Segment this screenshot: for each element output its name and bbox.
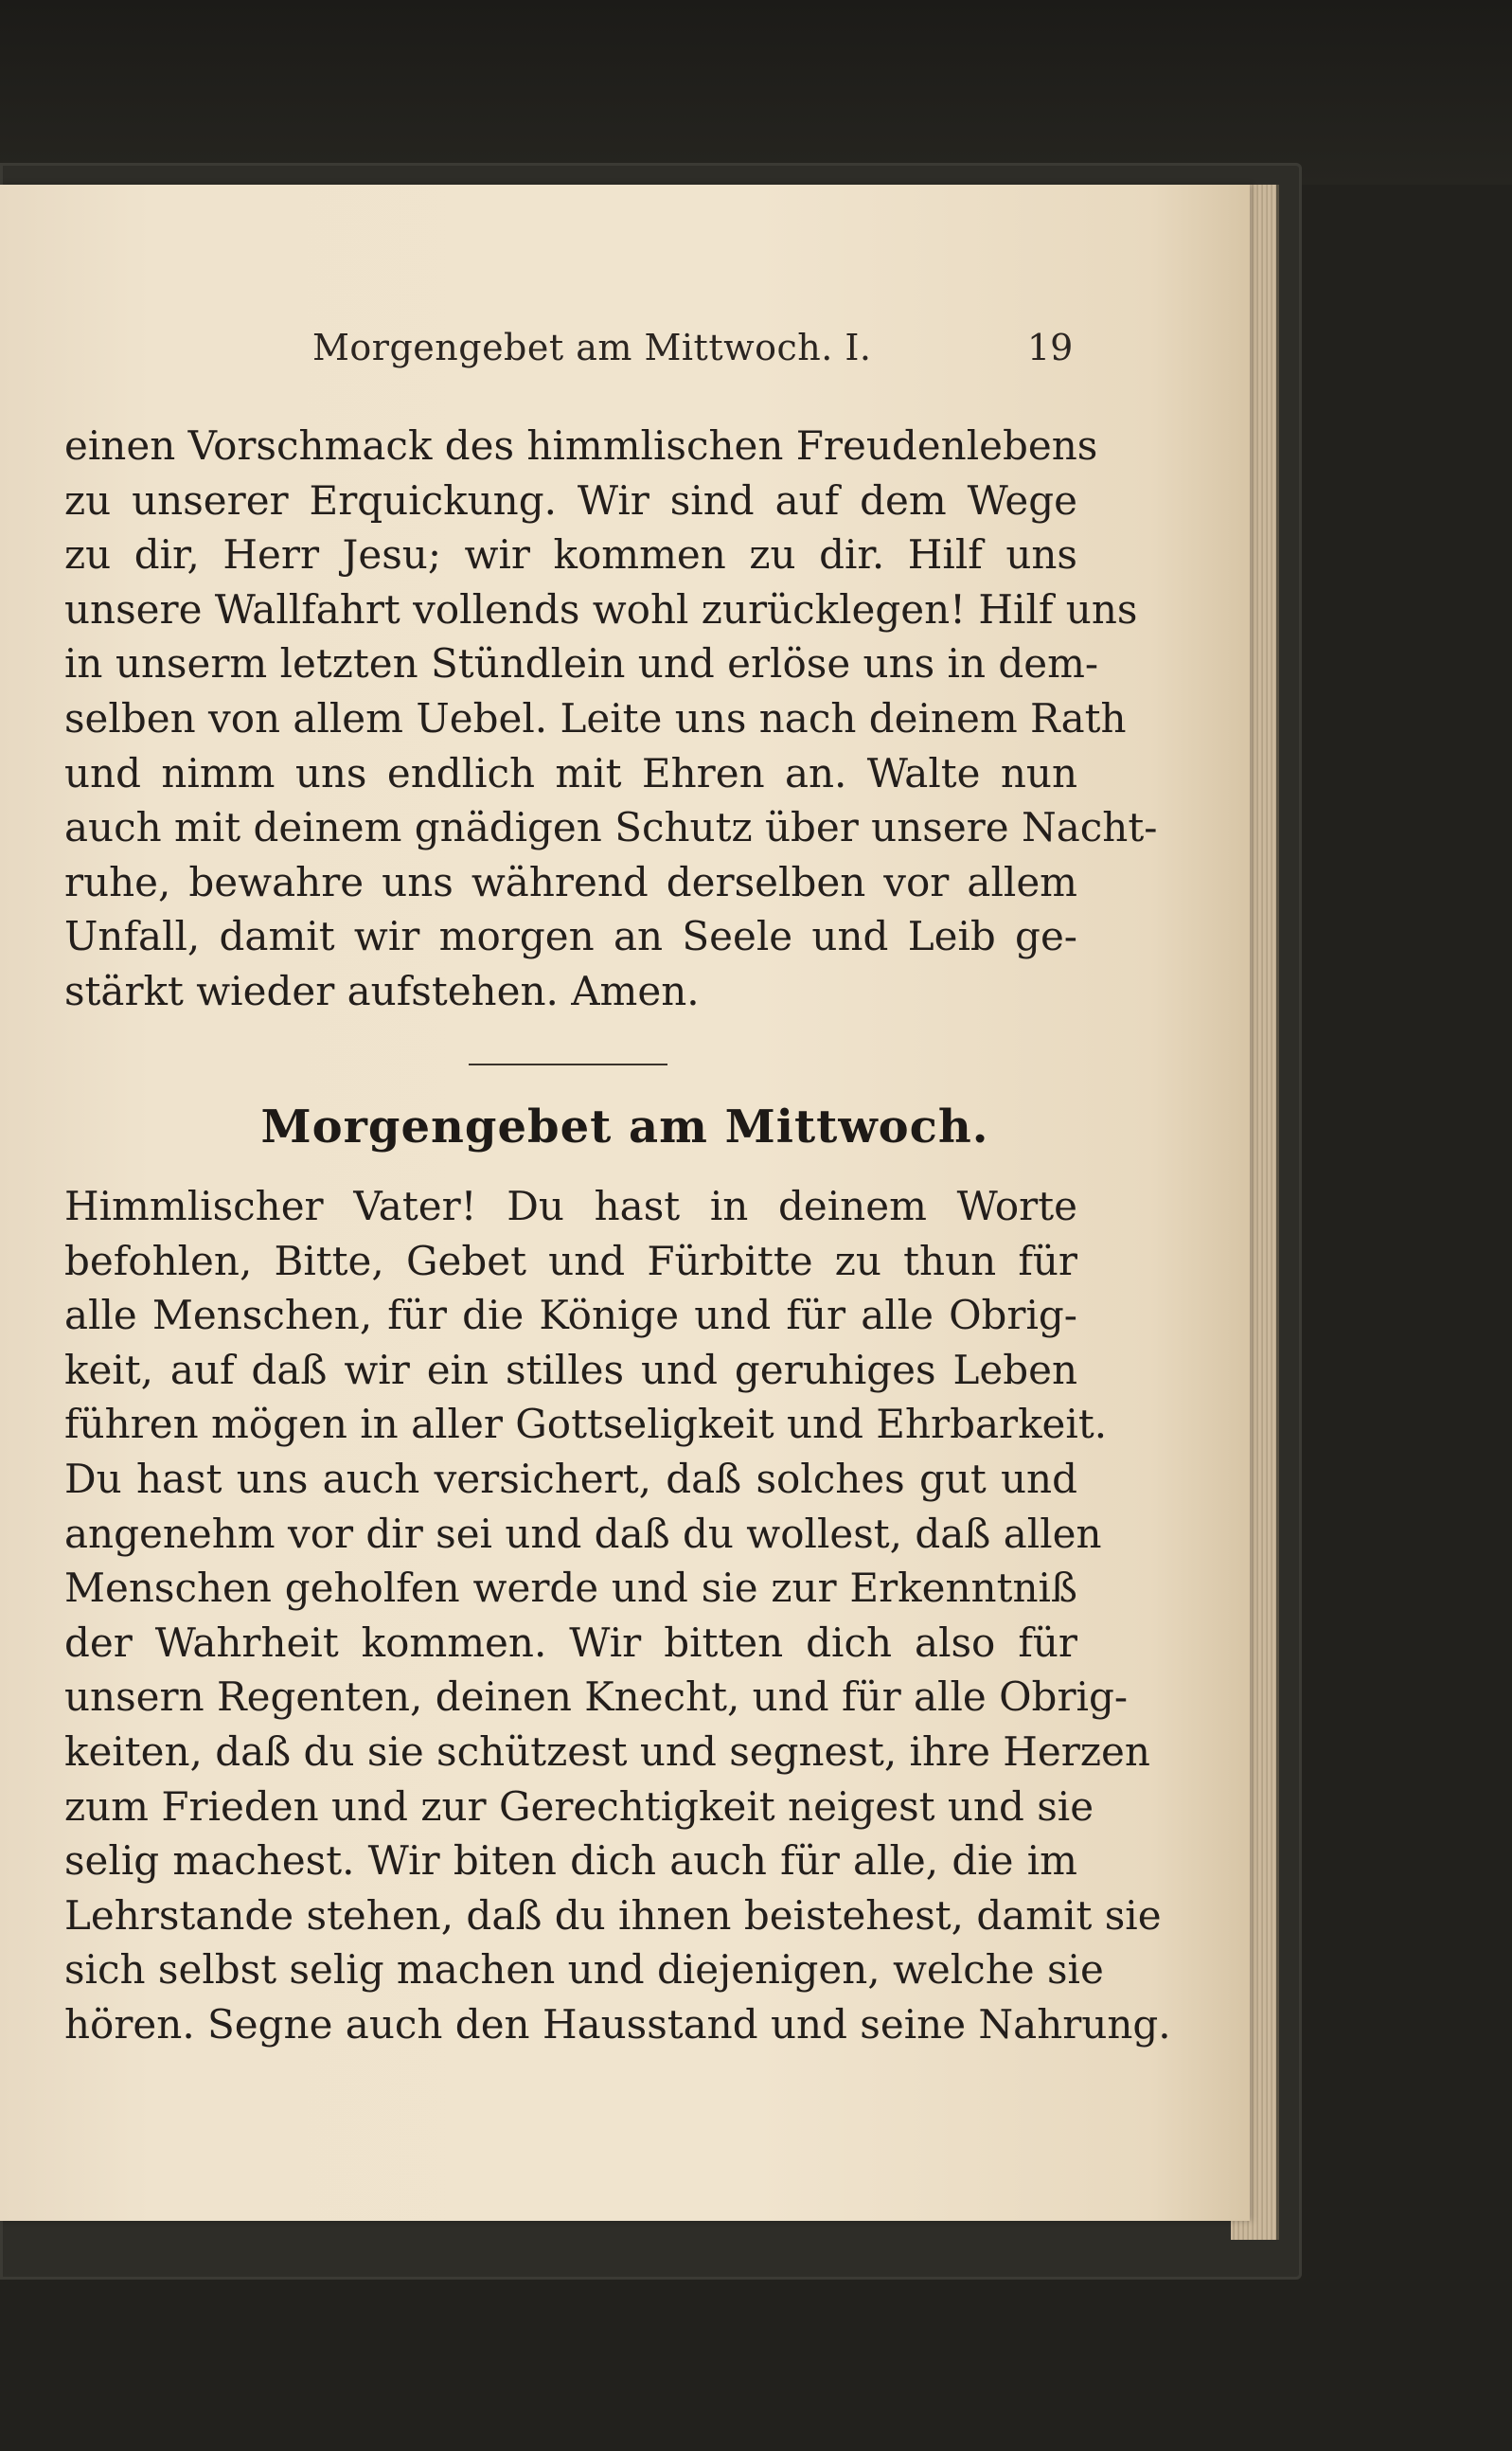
- text-line: stärkt wieder aufstehen. Amen.: [64, 967, 700, 1014]
- paragraph-1: [64, 419, 1158, 1019]
- text-line: angenehm vor dir sei und daß du wollest, daß allen: [64, 1510, 1102, 1557]
- text-line: und nimm uns endlich mit Ehren an. Walte nun: [64, 749, 1077, 796]
- text-line: auch mit deinem gnädigen Schutz über unsere Nacht-: [64, 804, 1158, 851]
- text-line: keiten, daß du sie schützest und segnest, ihre Herzen: [64, 1727, 1150, 1775]
- paragraph-2: [64, 1179, 1171, 2052]
- text-line: alle Menschen, für die Könige und für alle Obrig-: [64, 1292, 1077, 1339]
- text-line: selben von allem Uebel. Leite uns nach deinem Rath: [64, 694, 1127, 742]
- text-line: keit, auf daß wir ein stilles und geruhiges Leben: [64, 1346, 1077, 1393]
- text-line: Himmlischer Vater! Du hast in deinem Worte: [64, 1183, 1077, 1229]
- text-line: ruhe, bewahre uns während derselben vor allem: [64, 858, 1077, 905]
- text-line: Du hast uns auch versichert, daß solches gut und: [64, 1455, 1077, 1502]
- text-line: einen Vorschmack des himmlischen Freudenlebens: [64, 422, 1098, 469]
- text-line: Unfall, damit wir morgen an Seele und Leib ge-: [64, 913, 1077, 960]
- background-top: [0, 0, 1512, 185]
- text-line: führen mögen in aller Gottseligkeit und Ehrbarkeit.: [64, 1401, 1108, 1448]
- text-line: selig machest. Wir biten dich auch für alle, die im: [64, 1837, 1077, 1885]
- text-line: Lehrstande stehen, daß du ihnen beistehest, damit sie: [64, 1891, 1162, 1939]
- text-line: befohlen, Bitte, Gebet und Fürbitte zu thun für: [64, 1237, 1077, 1284]
- text-line: zum Frieden und zur Gerechtigkeit neigest und sie: [64, 1782, 1094, 1830]
- text-line: sich selbst selig machen und diejenigen, welche sie: [64, 1946, 1104, 1994]
- page-number: 19: [1027, 327, 1074, 368]
- section-heading: Morgengebet am Mittwoch.: [260, 1100, 989, 1154]
- text-line: in unserm letzten Stündlein und erlöse uns in dem-: [64, 640, 1099, 688]
- text-line: hören. Segne auch den Hausstand und seine Nahrung.: [64, 2000, 1171, 2048]
- text-line: der Wahrheit kommen. Wir bitten dich also für: [64, 1619, 1077, 1666]
- text-line: unsern Regenten, deinen Knecht, und für alle Obrig-: [64, 1673, 1129, 1721]
- section-divider: [469, 1064, 667, 1065]
- text-line: zu dir, Herr Jesu; wir kommen zu dir. Hilf uns: [64, 531, 1077, 579]
- text-line: Menschen geholfen werde und sie zur Erkenntniß: [64, 1565, 1077, 1612]
- book-page: [0, 185, 1250, 2221]
- text-line: zu unserer Erquickung. Wir sind auf dem Wege: [64, 476, 1077, 524]
- running-title: Morgengebet am Mittwoch. I.: [312, 327, 872, 368]
- page-header: [0, 327, 1250, 374]
- text-line: unsere Wallfahrt vollends wohl zurücklegen! Hilf uns: [64, 585, 1138, 633]
